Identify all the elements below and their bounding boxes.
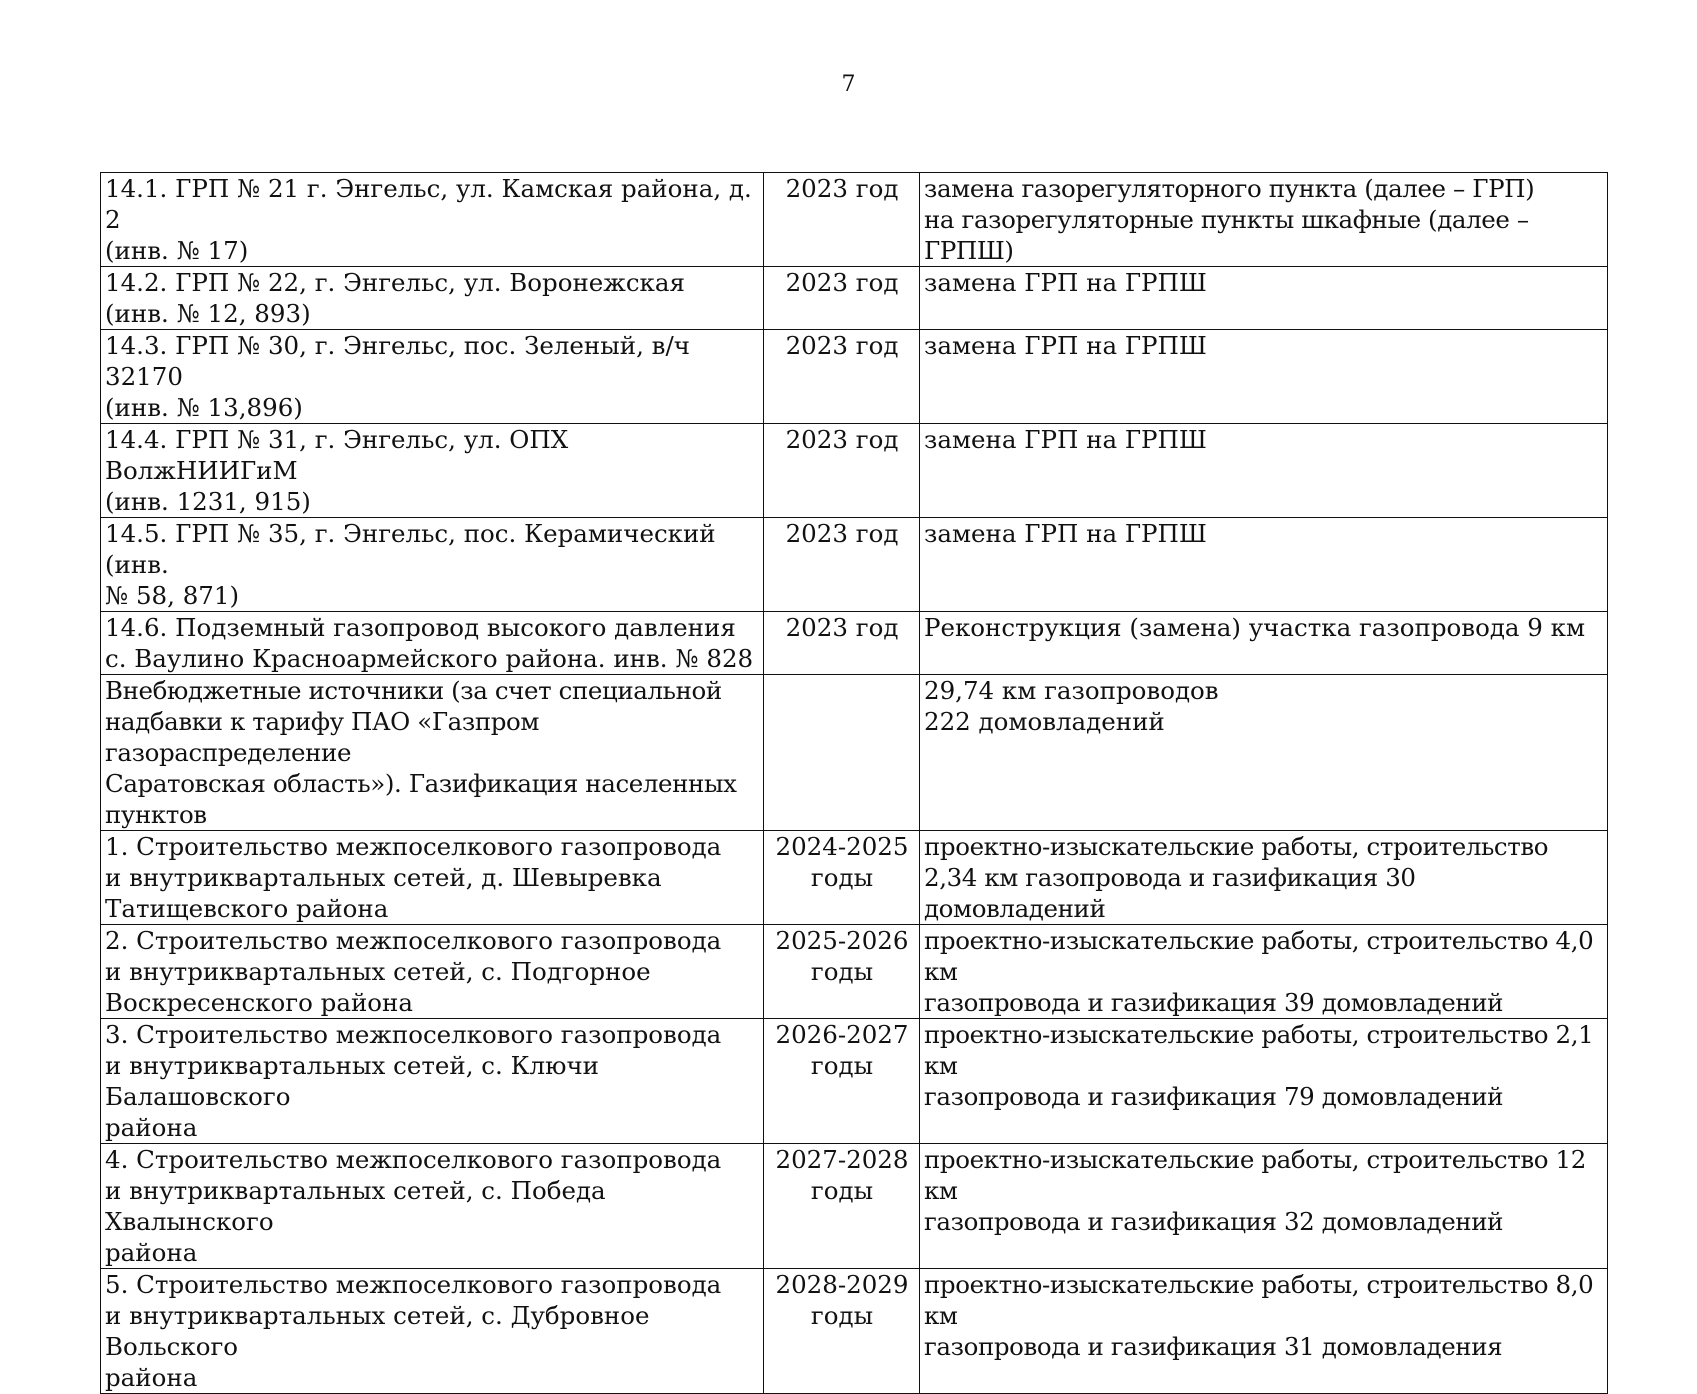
work-description-cell: Реконструкция (замена) участка газопровода 9 км xyxy=(920,612,1608,675)
table-row xyxy=(101,925,1608,1019)
period-cell: 2026-2027 годы xyxy=(764,1019,920,1144)
table-row xyxy=(101,173,1608,267)
table-row xyxy=(101,1019,1608,1144)
table-row xyxy=(101,518,1608,612)
period-cell: 2027-2028 годы xyxy=(764,1144,920,1269)
work-description-cell: 29,74 км газопроводов 222 домовладений xyxy=(920,675,1608,831)
object-name-cell: 5. Строительство межпоселкового газопровода и внутриквартальных сетей, с. Дубровное Вольского района xyxy=(101,1269,764,1394)
period-cell: 2023 год xyxy=(764,173,920,267)
work-description-cell: проектно-изыскательские работы, строительство 2,1 км газопровода и газификация 79 домовладений xyxy=(920,1019,1608,1144)
table-row xyxy=(101,330,1608,424)
table-row xyxy=(101,1269,1608,1394)
period-cell xyxy=(764,675,920,831)
object-name-cell: 2. Строительство межпоселкового газопровода и внутриквартальных сетей, с. Подгорное Воскресенского района xyxy=(101,925,764,1019)
period-cell: 2023 год xyxy=(764,330,920,424)
period-cell: 2023 год xyxy=(764,424,920,518)
object-name-cell: Внебюджетные источники (за счет специальной надбавки к тарифу ПАО «Газпром газораспределение Саратовская область»). Газификация населенных пунктов xyxy=(101,675,764,831)
work-description-cell: проектно-изыскательские работы, строительство 8,0 км газопровода и газификация 31 домовладения xyxy=(920,1269,1608,1394)
work-description-cell: замена ГРП на ГРПШ xyxy=(920,267,1608,330)
table-row xyxy=(101,424,1608,518)
object-name-cell: 4. Строительство межпоселкового газопровода и внутриквартальных сетей, с. Победа Хвалынского района xyxy=(101,1144,764,1269)
work-description-cell: проектно-изыскательские работы, строительство 12 км газопровода и газификация 32 домовладений xyxy=(920,1144,1608,1269)
table-row xyxy=(101,267,1608,330)
period-cell: 2023 год xyxy=(764,612,920,675)
work-description-cell: замена ГРП на ГРПШ xyxy=(920,424,1608,518)
object-name-cell: 14.3. ГРП № 30, г. Энгельс, пос. Зеленый, в/ч 32170 (инв. № 13,896) xyxy=(101,330,764,424)
work-description-cell: замена ГРП на ГРПШ xyxy=(920,330,1608,424)
period-cell: 2024-2025 годы xyxy=(764,831,920,925)
program-table xyxy=(100,172,1608,1394)
work-description-cell: проектно-изыскательские работы, строительство 4,0 км газопровода и газификация 39 домовладений xyxy=(920,925,1608,1019)
page-number: 7 xyxy=(841,72,856,97)
period-cell: 2025-2026 годы xyxy=(764,925,920,1019)
work-description-cell: замена ГРП на ГРПШ xyxy=(920,518,1608,612)
object-name-cell: 14.4. ГРП № 31, г. Энгельс, ул. ОПХ ВолжНИИГиМ (инв. 1231, 915) xyxy=(101,424,764,518)
period-cell: 2023 год xyxy=(764,267,920,330)
object-name-cell: 1. Строительство межпоселкового газопровода и внутриквартальных сетей, д. Шевыревка Татищевского района xyxy=(101,831,764,925)
object-name-cell: 14.2. ГРП № 22, г. Энгельс, ул. Воронежская (инв. № 12, 893) xyxy=(101,267,764,330)
object-name-cell: 14.5. ГРП № 35, г. Энгельс, пос. Керамический (инв. № 58, 871) xyxy=(101,518,764,612)
object-name-cell: 14.6. Подземный газопровод высокого давления с. Ваулино Красноармейского района. инв. № 828 xyxy=(101,612,764,675)
work-description-cell: замена газорегуляторного пункта (далее – ГРП) на газорегуляторные пункты шкафные (далее – ГРПШ) xyxy=(920,173,1608,267)
object-name-cell: 14.1. ГРП № 21 г. Энгельс, ул. Камская района, д. 2 (инв. № 17) xyxy=(101,173,764,267)
table-row xyxy=(101,612,1608,675)
period-cell: 2028-2029 годы xyxy=(764,1269,920,1394)
table-row xyxy=(101,831,1608,925)
work-description-cell: проектно-изыскательские работы, строительство 2,34 км газопровода и газификация 30 домовладений xyxy=(920,831,1608,925)
table-row xyxy=(101,675,1608,831)
period-cell: 2023 год xyxy=(764,518,920,612)
object-name-cell: 3. Строительство межпоселкового газопровода и внутриквартальных сетей, с. Ключи Балашовского района xyxy=(101,1019,764,1144)
table-row xyxy=(101,1144,1608,1269)
